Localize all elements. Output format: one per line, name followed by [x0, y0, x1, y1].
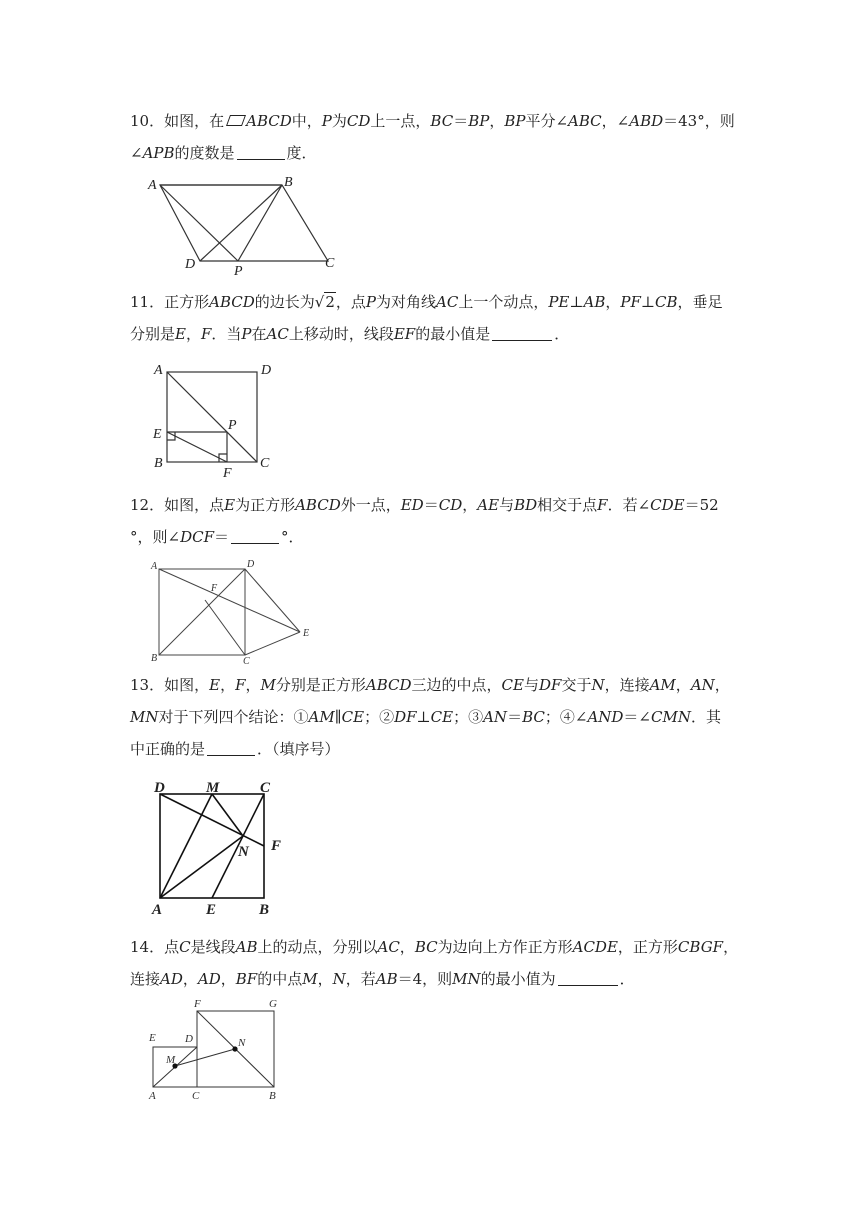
label-c: C — [192, 1090, 200, 1102]
figure-q10-parallelogram — [140, 172, 350, 282]
text: 中， — [291, 112, 322, 130]
label-c: C — [243, 656, 250, 667]
question-number: 13． — [130, 676, 165, 694]
math-var: N — [591, 676, 605, 694]
answer-blank[interactable] — [558, 971, 618, 986]
text: ． — [554, 325, 570, 343]
math-var: M — [260, 676, 276, 694]
label-g: G — [269, 998, 277, 1010]
text: 度． — [286, 144, 317, 162]
text: 上的动点，分别以 — [257, 938, 378, 956]
segment-an — [160, 836, 243, 898]
figure-q12-square — [148, 558, 318, 670]
question-14-line-1 — [130, 931, 740, 963]
sqrt-expression: √2 — [314, 293, 335, 311]
math-var: CDE — [650, 496, 685, 514]
label-c: C — [260, 456, 270, 471]
text: ．若∠ — [607, 496, 651, 514]
text: 如图，在 — [164, 112, 225, 130]
text: ， — [245, 676, 261, 694]
label-f: F — [211, 583, 218, 594]
label-d: D — [185, 1033, 193, 1045]
label-a: A — [148, 178, 157, 193]
text: 交于 — [561, 676, 592, 694]
math-var: BC — [430, 112, 454, 130]
label-f: F — [271, 838, 282, 854]
answer-blank[interactable] — [237, 145, 285, 160]
math-var: CE — [430, 708, 454, 726]
math-var: AC — [266, 325, 289, 343]
text: 相交于点 — [537, 496, 598, 514]
label-n: N — [238, 1037, 246, 1049]
math-var: AE — [477, 496, 500, 514]
label-e: E — [149, 1032, 156, 1044]
segment-ce — [245, 632, 300, 655]
text: ， — [675, 676, 691, 694]
question-11-line-2 — [130, 318, 740, 350]
label-a: A — [149, 1090, 156, 1102]
math-var: PE — [548, 293, 570, 311]
text: ＝52 — [684, 496, 719, 514]
label-a: A — [154, 363, 163, 378]
text: °． — [281, 528, 304, 546]
text: 点 — [164, 938, 180, 956]
label-f: F — [223, 466, 232, 481]
question-12-line-2 — [130, 521, 740, 553]
math-var: BF — [235, 970, 258, 988]
label-d: D — [247, 559, 255, 570]
segment-ae — [159, 569, 300, 632]
math-var: MN — [452, 970, 481, 988]
text: ．当 — [211, 325, 242, 343]
question-10-line-2 — [130, 137, 740, 169]
segment-cf — [205, 600, 245, 655]
figure-q11-square — [148, 360, 283, 481]
text: 分别是正方形 — [275, 676, 366, 694]
answer-blank[interactable] — [231, 529, 279, 544]
math-var: ABD — [629, 112, 664, 130]
text: ，点 — [335, 293, 366, 311]
math-var: ED — [400, 496, 424, 514]
math-var: CD — [346, 112, 371, 130]
label-b: B — [151, 653, 158, 664]
text: ， — [185, 325, 201, 343]
text: ，连接 — [604, 676, 650, 694]
segment-mn — [175, 1049, 235, 1066]
math-var: BD — [514, 496, 538, 514]
question-13 — [130, 669, 740, 765]
text: ． — [619, 970, 635, 988]
label-a: A — [151, 561, 158, 572]
text: 如图， — [164, 676, 210, 694]
label-e: E — [153, 427, 162, 442]
radicand: 2 — [325, 293, 335, 311]
figure-q14-squares — [144, 995, 289, 1105]
text: ⊥ — [569, 293, 584, 311]
math-var: ABCD — [209, 293, 255, 311]
math-var: CMN — [651, 708, 691, 726]
text: 为 — [331, 112, 347, 130]
question-number: 12． — [130, 496, 165, 514]
text: ， — [220, 676, 236, 694]
label-d: D — [261, 363, 272, 378]
question-13-line-2 — [130, 701, 740, 733]
text: ， — [182, 970, 198, 988]
text: ，垂足 — [677, 293, 723, 311]
label-d: D — [185, 257, 196, 272]
math-var: ABCD — [295, 496, 341, 514]
text: ⊥ — [416, 708, 431, 726]
answer-blank[interactable] — [492, 326, 552, 341]
math-var: AC — [377, 938, 400, 956]
question-11 — [130, 286, 740, 350]
text: ＝43°，则 — [663, 112, 735, 130]
question-13-line-3 — [130, 733, 740, 765]
text: ；③ — [453, 708, 484, 726]
text: °，则∠ — [130, 528, 181, 546]
math-var: AB — [235, 938, 258, 956]
math-var: AND — [587, 708, 624, 726]
question-12 — [130, 489, 740, 553]
question-13-line-1 — [130, 669, 740, 701]
label-e: E — [303, 628, 310, 639]
segment-bd — [200, 185, 282, 261]
question-11-line-1 — [130, 286, 740, 318]
text: ＝ — [507, 708, 523, 726]
segment-ef — [167, 432, 227, 462]
text: 为对角线 — [375, 293, 436, 311]
text: ；④∠ — [544, 708, 588, 726]
text: 是线段 — [190, 938, 236, 956]
math-var: AM — [308, 708, 335, 726]
segment-mn — [212, 794, 243, 836]
text: 正方形 — [164, 293, 210, 311]
math-var: AB — [375, 970, 398, 988]
label-d: D — [154, 780, 165, 796]
text: ＝4，则 — [397, 970, 453, 988]
math-var: BP — [468, 112, 490, 130]
question-number: 10． — [130, 112, 165, 130]
text: ， — [220, 970, 236, 988]
text: 上一个动点， — [458, 293, 549, 311]
question-14 — [130, 931, 740, 995]
text: 外一点， — [340, 496, 401, 514]
text: 分别是 — [130, 325, 176, 343]
math-var: DCF — [180, 528, 214, 546]
label-b: B — [259, 902, 270, 918]
label-b: B — [154, 456, 163, 471]
math-var: ABCD — [246, 112, 292, 130]
text: 为正方形 — [235, 496, 296, 514]
label-m: M — [166, 1054, 176, 1066]
text: ， — [714, 676, 730, 694]
label-p: P — [228, 418, 237, 433]
math-var: ABC — [568, 112, 602, 130]
text: 与 — [499, 496, 515, 514]
label-b: B — [284, 175, 293, 190]
text: ＝∠ — [623, 708, 651, 726]
text: ， — [723, 938, 739, 956]
text: 中正确的是 — [130, 740, 206, 758]
text: ， — [605, 293, 621, 311]
text: ＝ — [214, 528, 230, 546]
question-10-line-1 — [130, 105, 740, 137]
text: ，若 — [345, 970, 376, 988]
math-var: F — [597, 496, 608, 514]
math-var: EF — [393, 325, 416, 343]
math-var: AD — [197, 970, 221, 988]
question-12-line-1 — [130, 489, 740, 521]
math-var: ABCD — [365, 676, 412, 694]
segment-bp — [238, 185, 282, 261]
math-var: P — [321, 112, 332, 130]
math-var: CD — [438, 496, 463, 514]
question-14-line-2 — [130, 963, 740, 995]
math-var: CB — [654, 293, 678, 311]
segment-df — [160, 794, 264, 846]
text: 平分∠ — [525, 112, 569, 130]
math-var: AN — [483, 708, 508, 726]
math-var: P — [365, 293, 376, 311]
segment-ap — [160, 185, 238, 261]
math-var: CBGF — [677, 938, 724, 956]
text: 连接 — [130, 970, 161, 988]
diagonal-bd — [159, 569, 245, 655]
figure-q13-square — [148, 776, 293, 921]
text: ＝ — [423, 496, 439, 514]
math-var: BP — [504, 112, 526, 130]
math-var: MN — [130, 708, 159, 726]
math-var: AD — [160, 970, 183, 988]
text: 对于下列四个结论：① — [158, 708, 309, 726]
text: ；② — [364, 708, 395, 726]
text: 为边向上方作正方形 — [437, 938, 573, 956]
math-var: E — [209, 676, 221, 694]
text: 与 — [523, 676, 539, 694]
math-var: M — [302, 970, 318, 988]
text: ， — [317, 970, 333, 988]
text: 的中点 — [257, 970, 303, 988]
label-m: M — [206, 780, 220, 796]
text: 的度数是 — [174, 144, 235, 162]
text: 上一点， — [370, 112, 431, 130]
math-var: E — [175, 325, 186, 343]
text: ， — [489, 112, 505, 130]
label-e: E — [206, 902, 217, 918]
math-var: DF — [394, 708, 417, 726]
math-var: AN — [690, 676, 715, 694]
answer-blank[interactable] — [207, 741, 255, 756]
math-var: AB — [583, 293, 606, 311]
math-var: F — [200, 325, 212, 343]
math-var: PF — [620, 293, 641, 311]
point-n-dot — [232, 1046, 237, 1051]
parallelogram-symbol-icon — [226, 115, 246, 126]
math-var: E — [224, 496, 236, 514]
math-var: P — [241, 325, 252, 343]
segment-am — [160, 794, 212, 898]
segment-de — [245, 569, 300, 632]
text: ＝ — [453, 112, 469, 130]
math-var: AM — [649, 676, 676, 694]
text: 的边长为 — [254, 293, 315, 311]
text: 的最小值为 — [480, 970, 556, 988]
question-number: 11． — [130, 293, 165, 311]
label-b: B — [269, 1090, 276, 1102]
text: 的最小值是 — [415, 325, 491, 343]
question-10 — [130, 105, 740, 169]
text: ， — [399, 938, 415, 956]
text: ∠ — [130, 144, 143, 162]
label-n: N — [238, 844, 249, 860]
label-a: A — [152, 902, 163, 918]
text: ∥ — [334, 708, 342, 726]
label-c: C — [325, 256, 335, 271]
math-var: C — [179, 938, 191, 956]
text: ， — [462, 496, 478, 514]
math-var: F — [235, 676, 246, 694]
label-f: F — [194, 998, 201, 1010]
math-var: ACDE — [572, 938, 618, 956]
text: 三边的中点， — [411, 676, 502, 694]
text: ⊥ — [640, 293, 655, 311]
math-var: CE — [341, 708, 365, 726]
text: ．（填序号） — [257, 740, 340, 758]
math-var: APB — [142, 144, 175, 162]
math-var: BC — [522, 708, 545, 726]
text: 上移动时，线段 — [288, 325, 394, 343]
diagonal-ac — [167, 372, 257, 462]
math-var: N — [332, 970, 346, 988]
math-var: BC — [414, 938, 438, 956]
math-var: AC — [436, 293, 459, 311]
label-c: C — [260, 780, 271, 796]
label-p: P — [234, 264, 243, 279]
text: ．其 — [690, 708, 721, 726]
text: ，∠ — [601, 112, 630, 130]
math-var: DF — [539, 676, 562, 694]
text: 如图，点 — [164, 496, 225, 514]
math-var: CE — [501, 676, 524, 694]
text: 在 — [251, 325, 267, 343]
text: ，正方形 — [617, 938, 678, 956]
question-number: 14． — [130, 938, 165, 956]
